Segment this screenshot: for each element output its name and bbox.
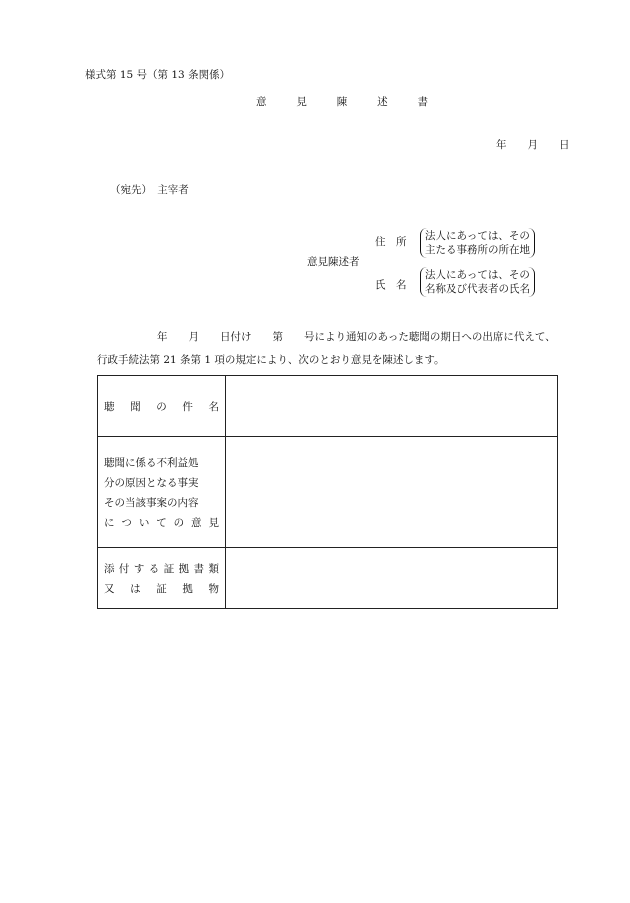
evidence-label-line-2	[104, 578, 219, 598]
label-char: 添	[104, 562, 115, 575]
address-note-line: 主たる事務所の所在地	[425, 244, 530, 256]
label-char: 拠	[178, 562, 190, 575]
table-row	[98, 376, 558, 437]
opinion-label-line: 分の原因となる事実	[104, 476, 199, 489]
opinion-input-cell[interactable]	[226, 437, 558, 548]
label-char: の	[156, 400, 167, 413]
statement-table	[97, 375, 558, 609]
label-char: す	[133, 562, 145, 575]
label-char: つ	[121, 516, 132, 529]
opinion-label-line: その当該事案の内容	[104, 496, 199, 509]
name-note-line: 法人にあっては、その	[425, 269, 530, 281]
body-text-line-1: 年 月 日付け 第 号により通知のあった聴聞の期日への出席に代えて、	[157, 331, 556, 343]
table-row	[98, 548, 558, 609]
label-char: 見	[208, 516, 219, 529]
label-char: の	[173, 516, 185, 529]
address-note-line: 法人にあっては、その	[425, 230, 530, 242]
subject-label-cell	[98, 376, 226, 437]
form-number: 様式第 15 号（第 13 条関係）	[85, 69, 231, 81]
addressee: （宛先） 主宰者	[110, 184, 189, 196]
label-char: 意	[191, 516, 202, 529]
date-line: 年 月 日	[496, 139, 570, 151]
label-char: て	[156, 516, 167, 529]
name-label: 氏 名	[375, 279, 407, 291]
label-char: 聴	[104, 400, 115, 413]
label-char: 証	[156, 582, 167, 595]
label-char: 述	[377, 96, 388, 108]
opinion-label-line: 聴聞に係る不利益処	[104, 456, 199, 469]
table-row	[98, 437, 558, 548]
subject-input-cell[interactable]	[226, 376, 558, 437]
evidence-label-cell	[98, 548, 226, 609]
label-char: 証	[163, 562, 175, 575]
opinion-label-line-spread	[104, 512, 219, 532]
label-char: 件	[182, 400, 193, 413]
label-char: 書	[417, 96, 428, 108]
address-note	[420, 228, 535, 258]
label-char: は	[130, 582, 141, 595]
label-char: 付	[118, 562, 130, 575]
label-char: 見	[296, 96, 307, 108]
label-char: に	[104, 516, 115, 529]
evidence-input-cell[interactable]	[226, 548, 558, 609]
name-note-line: 名称及び代表者の氏名	[425, 283, 530, 295]
label-char: 名	[208, 400, 219, 413]
presenter-label: 意見陳述者	[307, 256, 360, 268]
label-char: 陳	[336, 96, 348, 108]
label-char: 書	[193, 562, 205, 575]
label-char: 物	[208, 582, 219, 595]
label-char: 拠	[182, 582, 193, 595]
body-text-line-2: 行政手続法第 21 条第 1 項の規定により、次のとおり意見を陳述します。	[97, 354, 445, 366]
label-char: る	[148, 562, 160, 575]
label-char: い	[138, 516, 150, 529]
opinion-label-cell	[98, 437, 226, 548]
name-note	[420, 267, 535, 297]
label-char: 聞	[130, 400, 141, 413]
document-title	[256, 97, 428, 108]
label-char: 意	[256, 96, 267, 108]
subject-label	[104, 396, 219, 416]
label-char: 類	[208, 562, 219, 575]
label-char: 又	[104, 582, 115, 595]
address-label: 住 所	[375, 236, 407, 248]
evidence-label-line-1	[104, 558, 219, 578]
